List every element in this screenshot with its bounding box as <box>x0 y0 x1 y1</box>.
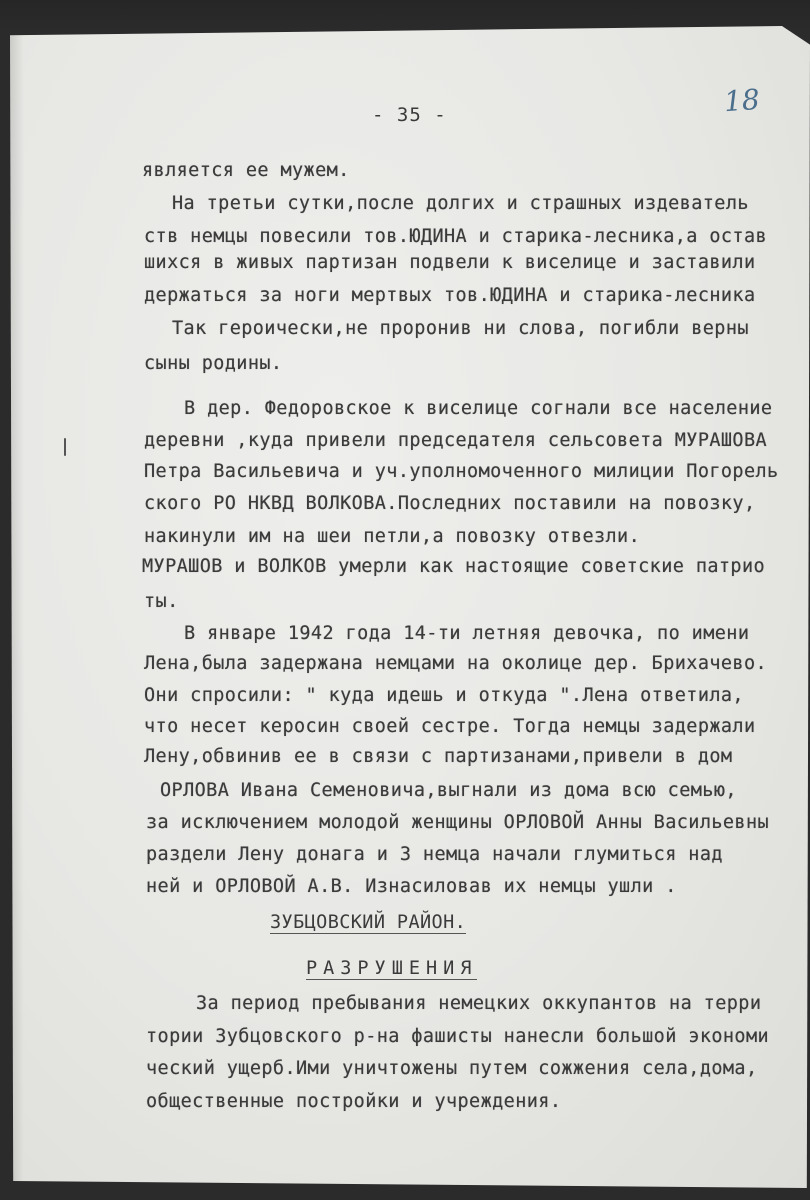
text-line: Они спросили: " куда идешь и откуда ".Лена ответила, <box>144 685 744 706</box>
text-line: Петра Васильевича и уч.уполномоченного милиции Погорель <box>144 461 779 482</box>
text-line: Лена,была задержана немцами на околице дер. Брихачево. <box>144 653 768 674</box>
text-line: что несет керосин своей сестре. Тогда немцы задержали <box>144 716 756 737</box>
text-line: общественные постройки и учреждения. <box>146 1091 562 1112</box>
archive-sheet-number: 18 <box>722 82 761 119</box>
text-line: Лену,обвинив ее в связи с партизанами,привели в дом <box>144 746 733 767</box>
text-line: тории Зубцовского р-на фашисты нанесли большой экономи <box>146 1026 770 1047</box>
text-line: шихся в живых партизан подвели к виселице и заставили <box>144 252 756 273</box>
margin-mark <box>64 438 66 456</box>
text-line: ского РО НКВД ВОЛКОВА.Последних поставили на повозку, <box>144 493 756 514</box>
text-line: ты. <box>144 591 179 612</box>
text-line: сыны родины. <box>144 353 283 374</box>
text-line: В январе 1942 года 14-ти летняя девочка, по имени <box>184 623 750 644</box>
page-number: - 35 - <box>372 104 447 126</box>
text-line: за исключением молодой женщины ОРЛОВОЙ Анны Васильевны <box>146 812 770 833</box>
text-line: ческий ущерб.Ими уничтожены путем сожжения села,дома, <box>146 1058 758 1079</box>
text-line: является ее мужем. <box>142 160 350 181</box>
text-line: ней и ОРЛОВОЙ А.В. Изнасиловав их немцы ушли . <box>146 876 677 897</box>
text-line: За период пребывания немецких оккупантов на терри <box>196 993 762 1014</box>
text-line: раздели Лену донага и 3 немца начали глумиться над <box>146 844 723 865</box>
text-line: На третьи сутки,после долгих и страшных издеватель <box>172 193 749 214</box>
text-line: Так героически,не проронив ни слова, погибли верны <box>172 318 749 339</box>
text-line: ОРЛОВА Ивана Семеновича,выгнали из дома всю семью, <box>160 780 737 801</box>
section-heading: РАЗРУШЕНИЯ <box>306 958 478 979</box>
text-line: ств немцы повесили тов.ЮДИНА и старика-лесника,а остав <box>144 226 768 247</box>
text-line: деревни ,куда привели председателя сельсовета МУРАШОВА <box>144 430 768 451</box>
text-line: МУРАШОВ и ВОЛКОВ умерли как настоящие советские патрио <box>142 556 766 577</box>
district-heading: ЗУБЦОВСКИЙ РАЙОН. <box>270 912 467 933</box>
text-line: В дер. Федоровское к виселице согнали все население <box>184 398 773 419</box>
text-line: накинули им на шеи петли,а повозку отвезли. <box>144 526 641 547</box>
text-line: держаться за ноги мертвых тов.ЮДИНА и старика-лесника <box>144 285 756 306</box>
